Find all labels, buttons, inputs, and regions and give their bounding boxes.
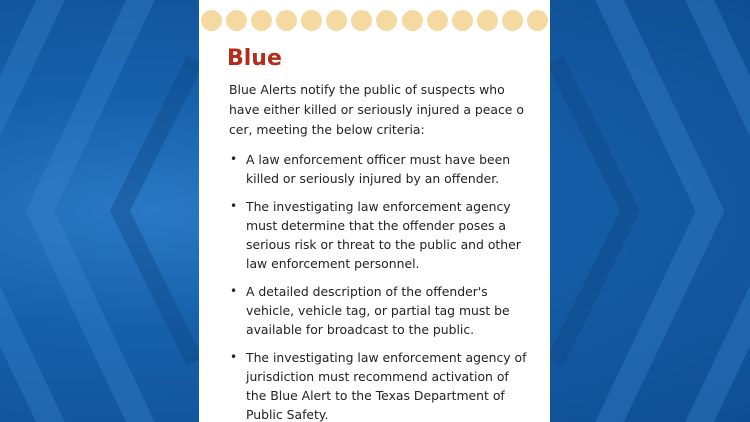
list-item <box>229 150 529 188</box>
blue-alert-card <box>199 0 550 422</box>
decorative-dot <box>251 10 272 31</box>
decorative-dot <box>427 10 448 31</box>
criteria-text: The investigating law enforcement agency must determine that the offender poses a serious risk or threat to the public and other law enforcement personnel. <box>246 199 521 271</box>
criteria-text: A detailed description of the offender's vehicle, vehicle tag, or partial tag must be available for broadcast to the public. <box>246 284 510 337</box>
decorative-dot <box>527 10 548 31</box>
list-item <box>229 348 529 422</box>
bullet-icon: • <box>230 152 238 166</box>
decorative-dot <box>452 10 473 31</box>
decorative-dot <box>351 10 372 31</box>
decorative-dot <box>226 10 247 31</box>
decorative-dot <box>201 10 222 31</box>
decorative-dot-row <box>199 10 550 34</box>
criteria-text: A law enforcement officer must have been killed or seriously injured by an offender. <box>246 152 511 186</box>
criteria-list <box>229 150 529 422</box>
criteria-text: The investigating law enforcement agency of jurisdiction must recommend activation of the Blue Alert to the Texas Department of Public Safety. <box>246 350 527 422</box>
decorative-dot <box>376 10 397 31</box>
decorative-dot <box>402 10 423 31</box>
card-heading: Blue <box>227 46 282 71</box>
decorative-dot <box>477 10 498 31</box>
decorative-dot <box>276 10 297 31</box>
list-item <box>229 282 529 339</box>
bullet-icon: • <box>230 350 238 364</box>
bullet-icon: • <box>230 284 238 298</box>
list-item <box>229 197 529 273</box>
decorative-dot <box>301 10 322 31</box>
bullet-icon: • <box>230 199 238 213</box>
decorative-dot <box>326 10 347 31</box>
intro-text: Blue Alerts notify the public of suspects who have either killed or seriously injured a peace o cer, meeting the below criteria: <box>229 82 524 137</box>
decorative-dot <box>502 10 523 31</box>
